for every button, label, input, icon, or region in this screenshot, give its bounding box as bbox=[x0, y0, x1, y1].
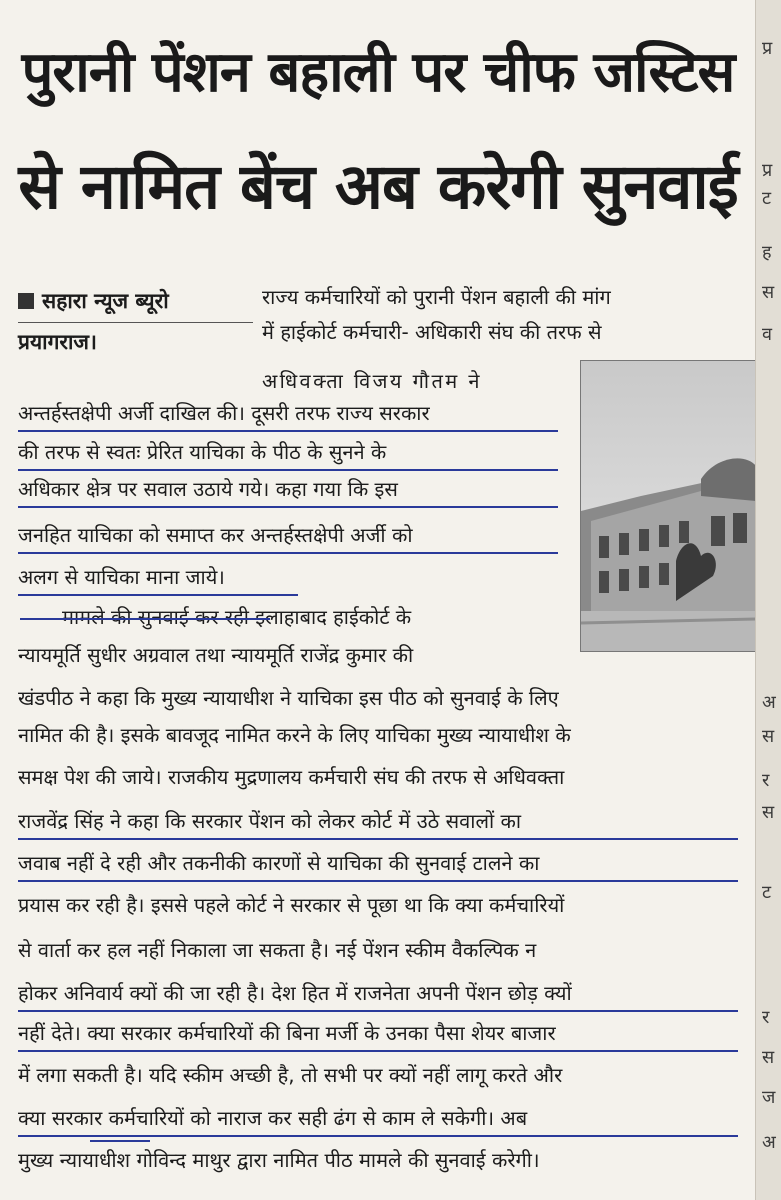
article-line: जनहित याचिका को समाप्त कर अन्तर्हस्तक्षेपी अर्जी को bbox=[18, 520, 558, 554]
article-line: अधिकार क्षेत्र पर सवाल उठाये गये। कहा गया कि इस bbox=[18, 474, 558, 508]
article-line: होकर अनिवार्य क्यों की जा रही है। देश हित में राजनेता अपनी पेंशन छोड़ क्यों bbox=[18, 978, 738, 1012]
article-line: अधिवक्ता विजय गौतम ने bbox=[262, 369, 482, 393]
article-line: अलग से याचिका माना जाये। bbox=[18, 562, 298, 596]
headline bbox=[18, 16, 738, 244]
edge-glyph: ट bbox=[762, 188, 772, 209]
edge-glyph: र bbox=[762, 1007, 770, 1028]
edge-glyph: प्र bbox=[762, 38, 773, 59]
bureau-name: सहारा न्यूज ब्यूरो bbox=[42, 289, 169, 313]
edge-glyph: स bbox=[762, 726, 775, 747]
byline-rule bbox=[18, 322, 253, 323]
edge-glyph: प्र bbox=[762, 160, 773, 181]
article-line: नामित की है। इसके बावजूद नामित करने के लिए याचिका मुख्य न्यायाधीश के bbox=[18, 723, 571, 747]
high-court-building-image bbox=[581, 361, 756, 651]
edge-glyph: व bbox=[762, 324, 773, 345]
edge-glyph: अ bbox=[762, 692, 776, 713]
article-line: खंडपीठ ने कहा कि मुख्य न्यायाधीश ने याचिका इस पीठ को सुनवाई के लिए bbox=[18, 686, 559, 710]
pen-underline-2 bbox=[90, 1140, 150, 1142]
edge-glyph: ट bbox=[762, 882, 772, 903]
bullet-square-icon bbox=[18, 293, 34, 309]
article-line: की तरफ से स्वतः प्रेरित याचिका के पीठ के सुनने के bbox=[18, 437, 558, 471]
article-line: न्यायमूर्ति सुधीर अग्रवाल तथा न्यायमूर्ति राजेंद्र कुमार की bbox=[18, 643, 414, 667]
article-line: से वार्ता कर हल नहीं निकाला जा सकता है। नई पेंशन स्कीम वैकल्पिक न bbox=[18, 938, 537, 962]
pen-underline-1 bbox=[20, 618, 270, 620]
article-line: राज्य कर्मचारियों को पुरानी पेंशन बहाली की मांग bbox=[262, 285, 611, 309]
article-line: मामले की सुनवाई कर रही इलाहाबाद हाईकोर्ट के bbox=[62, 605, 412, 629]
article-line: में लगा सकती है। यदि स्कीम अच्छी है, तो सभी पर क्यों नहीं लागू करते और bbox=[18, 1063, 563, 1087]
dateline-city: प्रयागराज। bbox=[18, 330, 97, 354]
article-line: जवाब नहीं दे रही और तकनीकी कारणों से याचिका की सुनवाई टालने का bbox=[18, 848, 738, 882]
headline-line-1: पुरानी पेंशन बहाली पर चीफ जस्टिस bbox=[21, 40, 735, 105]
edge-glyph: स bbox=[762, 802, 775, 823]
article-line: नहीं देते। क्या सरकार कर्मचारियों की बिना मर्जी के उनका पैसा शेयर बाजार bbox=[18, 1018, 738, 1052]
article-line: राजवेंद्र सिंह ने कहा कि सरकार पेंशन को लेकर कोर्ट में उठे सवालों का bbox=[18, 806, 738, 840]
edge-glyph: र bbox=[762, 770, 770, 791]
article-line: मुख्य न्यायाधीश गोविन्द माथुर द्वारा नामित पीठ मामले की सुनवाई करेगी। bbox=[18, 1148, 540, 1172]
article-line: समक्ष पेश की जाये। राजकीय मुद्रणालय कर्मचारी संघ की तरफ से अधिवक्ता bbox=[18, 765, 565, 789]
byline bbox=[18, 286, 258, 357]
high-court-photo bbox=[580, 360, 757, 652]
edge-glyph: अ bbox=[762, 1132, 776, 1153]
adjacent-column-edge bbox=[755, 0, 781, 1200]
headline-line-2: से नामित बेंच अब करेगी सुनवाई bbox=[18, 150, 738, 223]
edge-glyph: स bbox=[762, 1047, 775, 1068]
article-line: क्या सरकार कर्मचारियों को नाराज कर सही ढंग से काम ले सकेगी। अब bbox=[18, 1103, 738, 1137]
article-line: प्रयास कर रही है। इससे पहले कोर्ट ने सरकार से पूछा था कि क्या कर्मचारियों bbox=[18, 893, 565, 917]
edge-glyph: स bbox=[762, 282, 775, 303]
article-line: अन्तर्हस्तक्षेपी अर्जी दाखिल की। दूसरी तरफ राज्य सरकार bbox=[18, 398, 558, 432]
article-line: में हाईकोर्ट कर्मचारी- अधिकारी संघ की तरफ से bbox=[262, 320, 602, 344]
edge-glyph: ज bbox=[762, 1087, 776, 1108]
edge-glyph: ह bbox=[762, 242, 772, 263]
